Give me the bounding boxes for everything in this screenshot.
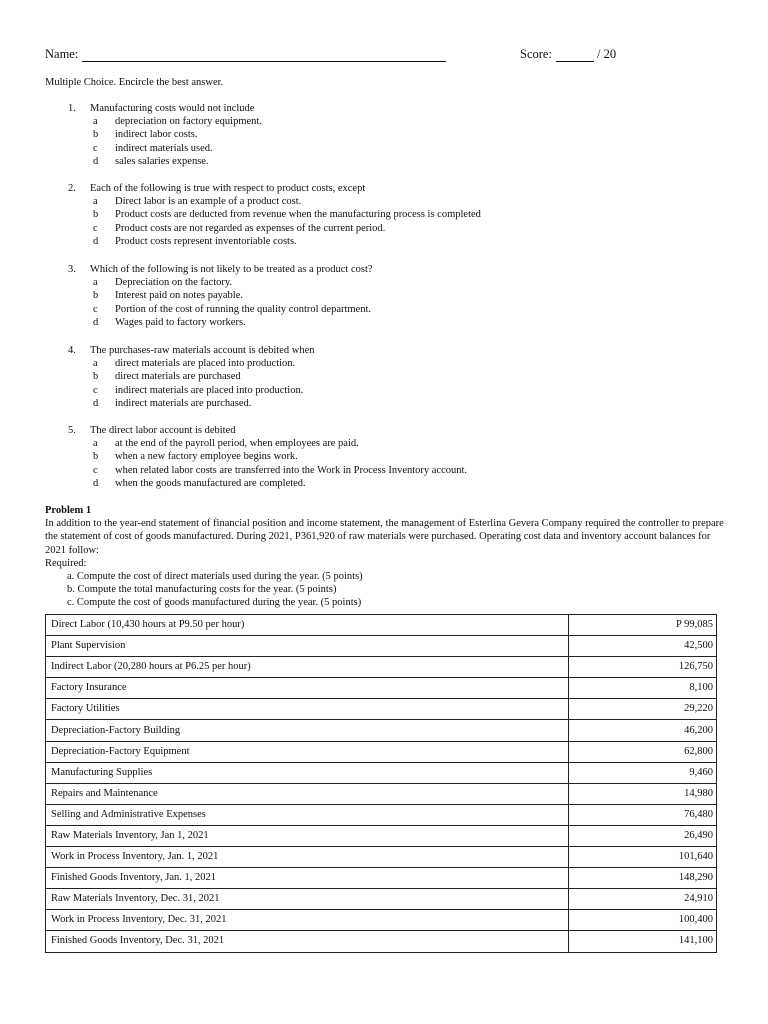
option-b[interactable]: b indirect labor costs. [93, 129, 198, 141]
name-label: Name: [45, 47, 79, 61]
question-number: 1. [68, 103, 76, 114]
question-1 [68, 102, 262, 168]
question-5 [68, 424, 467, 490]
requirement-b: b. Compute the total manufacturing costs for the year. (5 points) [67, 584, 337, 596]
option-c[interactable]: c indirect materials used. [93, 142, 213, 154]
question-2 [68, 182, 481, 248]
option-d[interactable]: d Wages paid to factory workers. [93, 316, 246, 328]
name-blank-line[interactable] [82, 61, 446, 62]
question-stem: Manufacturing costs would not include [90, 103, 255, 114]
requirement-c: c. Compute the cost of goods manufactured during the year. (5 points) [67, 597, 362, 609]
question-number: 2. [68, 183, 76, 194]
cost-data-table [45, 614, 717, 953]
table-row: Factory Insurance 8,100 [46, 678, 717, 699]
problem-description: In addition to the year-end statement of financial position and income statement, the management of Esterlina Gevera Company required the controller to prepare the statement of cost of goods manufactured. During 2021, P361,920 of raw materials were purchased. Operating cost data and inventory account balances for 2021 follow: [45, 518, 724, 556]
table-row: Finished Goods Inventory, Dec. 31, 2021 141,100 [46, 931, 717, 952]
option-c[interactable]: c Portion of the cost of running the quality control department. [93, 303, 372, 315]
table-row: Work in Process Inventory, Dec. 31, 2021 100,400 [46, 910, 717, 931]
option-a[interactable]: a depreciation on factory equipment. [93, 116, 262, 127]
table-row: Repairs and Maintenance 14,980 [46, 783, 717, 804]
option-d[interactable]: d Product costs represent inventoriable costs. [93, 235, 297, 247]
option-c[interactable]: c when related labor costs are transferred into the Work in Process Inventory account. [93, 464, 468, 476]
question-stem: The direct labor account is debited [90, 425, 236, 436]
question-stem: The purchases-raw materials account is debited when [90, 345, 315, 356]
required-label: Required: [45, 557, 87, 569]
option-d[interactable]: d indirect materials are purchased. [93, 397, 252, 409]
table-row: Indirect Labor (20,280 hours at P6.25 per hour) 126,750 [46, 657, 717, 678]
option-d[interactable]: d sales salaries expense. [93, 155, 209, 167]
option-c[interactable]: c Product costs are not regarded as expenses of the current period. [93, 222, 386, 234]
problem-section [45, 504, 725, 610]
instructions: Multiple Choice. Encircle the best answer. [45, 77, 224, 88]
option-b[interactable]: b Product costs are deducted from revenue when the manufacturing process is completed [93, 209, 481, 221]
table-row: Raw Materials Inventory, Dec. 31, 2021 24,910 [46, 889, 717, 910]
table-row: Manufacturing Supplies 9,460 [46, 762, 717, 783]
problem-title: Problem 1 [45, 505, 92, 516]
table-row: Raw Materials Inventory, Jan 1, 2021 26,490 [46, 825, 717, 846]
option-a[interactable]: a direct materials are placed into production. [93, 358, 296, 369]
table-row: Work in Process Inventory, Jan. 1, 2021 101,640 [46, 847, 717, 868]
table-row: Depreciation-Factory Equipment 62,800 [46, 741, 717, 762]
table-row: Direct Labor (10,430 hours at P9.50 per hour) P 99,085 [46, 615, 717, 636]
option-c[interactable]: c indirect materials are placed into production. [93, 384, 304, 396]
option-d[interactable]: d when the goods manufactured are completed. [93, 477, 306, 489]
table-row: Factory Utilities 29,220 [46, 699, 717, 720]
table-row: Selling and Administrative Expenses 76,480 [46, 804, 717, 825]
option-a[interactable]: a at the end of the payroll period, when employees are paid. [93, 438, 359, 449]
question-3 [68, 263, 373, 329]
question-number: 4. [68, 345, 76, 356]
score-total: / 20 [597, 47, 617, 61]
option-b[interactable]: b Interest paid on notes payable. [93, 290, 243, 302]
question-4 [68, 344, 315, 410]
requirement-a: a. Compute the cost of direct materials used during the year. (5 points) [67, 571, 363, 583]
table-row: Finished Goods Inventory, Jan. 1, 2021 148,290 [46, 868, 717, 889]
question-stem: Each of the following is true with respect to product costs, except [90, 183, 366, 194]
option-b[interactable]: b direct materials are purchased [93, 371, 241, 383]
score-label: Score: [520, 47, 552, 61]
score-blank-line[interactable] [556, 61, 594, 62]
table-row: Plant Supervision 42,500 [46, 636, 717, 657]
table-row: Depreciation-Factory Building 46,200 [46, 720, 717, 741]
option-a[interactable]: a Direct labor is an example of a product cost. [93, 196, 302, 207]
question-stem: Which of the following is not likely to be treated as a product cost? [90, 264, 373, 275]
option-a[interactable]: a Depreciation on the factory. [93, 277, 233, 288]
option-b[interactable]: b when a new factory employee begins work. [93, 451, 298, 463]
question-number: 5. [68, 425, 76, 436]
question-number: 3. [68, 264, 76, 275]
